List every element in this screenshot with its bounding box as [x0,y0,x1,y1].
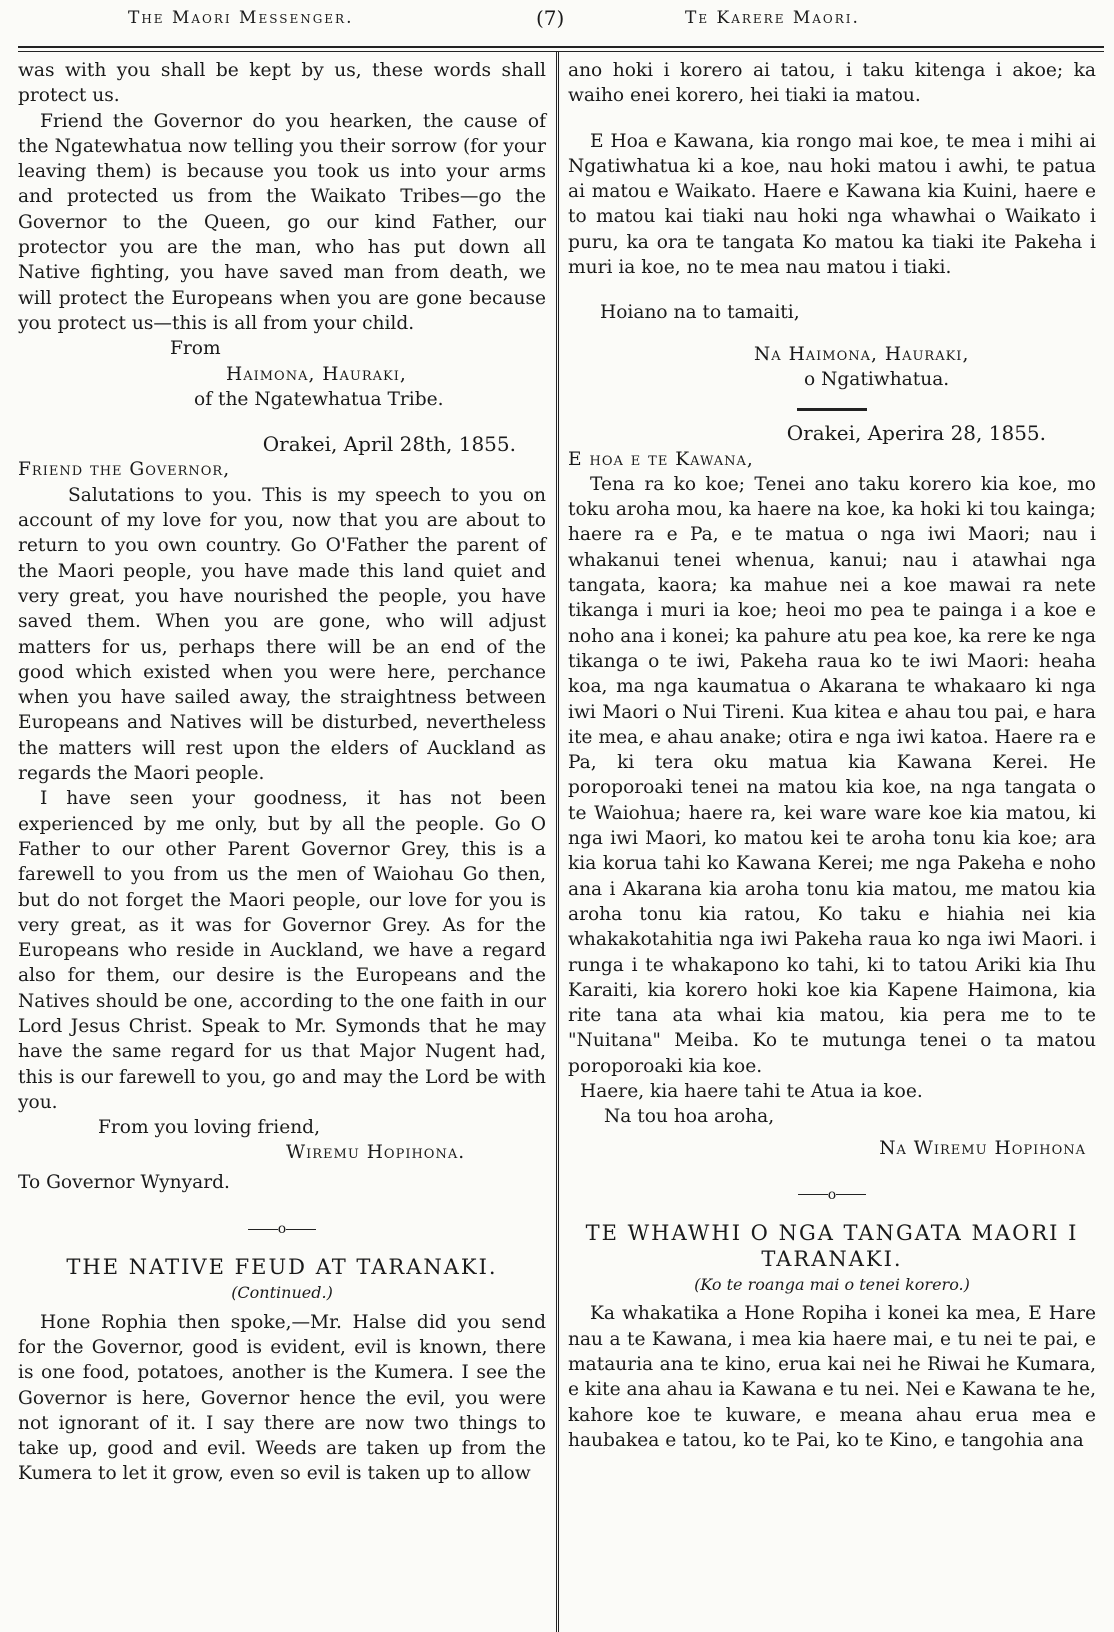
article-heading: THE NATIVE FEUD AT TARANAKI. [66,1255,498,1280]
letter1-body: Friend the Governor do you hearken, the cause of the Ngatewhatua now telling you their sorrow (for your leaving them) is because you took us into your arms and protected us from the Waikato Tribes—go the Governor to the Queen, go our kind Father, our protector you are the man, who has put down all Native fighting, you have saved man from death, we will protect the Europeans when you are gone because you protect us—this is all from your child. [18,110,546,334]
dateline: Orakei, Aperira 28, 1855. [786,421,1046,446]
addressee: To Governor Wynyard. [18,1171,230,1193]
article-subheading: (Ko te roanga mai o tenei korero.) [694,1275,970,1295]
letter1-fragment: ano hoki i korero ai tatou, i taku kitenga i akoe; ka waiho enei korero, hei tiaki ia matou. [568,60,1096,107]
letter2-body-cont: I have seen your goodness, it has not been experienced by me only, but by all the people. Go O Father to our other Parent Governor Grey, this is a farewell to you from us the men of Waiohau Go then, but do not forget the Maori people, our love for you is very great, as it was for Governor Grey. As for the Europeans who reside in Auckland, we have a regard also for them, our desire is the Europeans and the Natives should be one, according to the one faith in our Lord Jesus Christ. Speak to Mr. Symonds that he may have the same regard for us that Major Nugent had, this is our farewell to you, go and may the Lord be with you. [18,788,546,1113]
short-rule [797,408,867,411]
article-heading: TE WHAWHI O NGA TANGATA MAORI I TARANAKI. [585,1221,1079,1272]
signature-name: Wiremu Hopihona. [286,1142,466,1164]
article-body: Hone Rophia then spoke,—Mr. Halse did you send for the Governor, good is evident, evil is known, there is one food, potatoes, another is the Kumera. I see the Governor is here, Governor hence the evil, you were not ignorant of it. I say there are now two things to take up, good and evil. Weeds are taken up from the Kumera to let it grow, even so evil is taken up to allow [18,1311,546,1485]
page-header [0,0,1114,44]
header-rule [18,46,1104,48]
signature-from: From [170,338,221,360]
header-rule-thin [18,51,1104,52]
closing: Na tou hoa aroha, [604,1106,775,1128]
closing: Hoiano na to tamaiti, [600,302,800,324]
column-divider [556,52,559,1632]
signature-tribe: o Ngatiwhatua. [804,368,950,390]
salutation: Friend the Governor, [18,459,231,481]
letter1-body: E Hoa e Kawana, kia rongo mai koe, te mea i mihi ai Ngatiwhatua ki a koe, nau hoki matou i awhi, te patua ai matou e Waikato. Haere e Kawana kia Kuini, haere e to matou kai tiaki nau hoki nga whawhai o Waikato i puru, ka ora te tangata Ko matou ka tiaki ite Pakeha i muri ia koe, no te mea nau matou i tiaki. [568,130,1096,279]
signature-name: Na Haimona, Hauraki, [754,343,970,365]
letter2-body: Salutations to you. This is my speech to you on account of my love for you, now that you are about to return to you own country. Go O'Father the parent of the Maori people, you have made this land quiet and very great, you have nourished the people, you have saved them. When you are gone, who will adjust matters for us, perhaps there will be an end of the good which existed when you were here, perchance when you have sailed away, the straightness between Europeans and Natives will be disturbed, nevertheless the matters will rest upon the elders of Auckland as regards the Maori people. [18,484,546,785]
maori-column [568,58,1096,1453]
dateline: Orakei, April 28th, 1855. [262,432,516,457]
masthead-english: The Maori Messenger. [128,8,354,28]
salutation: E hoa e te Kawana, [568,448,754,470]
article-body: Ka whakatika a Hone Ropiha i konei ka mea, E Hare nau a te Kawana, i mea kia haere mai, e tu nei te pai, e matauria ana te kino, erua kai nei he Riwai he Kumara, e kite ana ahau ia Kawana e tu nei. Nei e Kawana te he, kahore koe te kuware, e meana ahau erua mea e haubakea e tatou, ko te Pai, ko te Kino, e tangohia ana [568,1303,1096,1451]
signature-name: Na Wiremu Hopihona [879,1137,1086,1159]
letter2-body: Tena ra ko koe; Tenei ano taku korero kia koe, mo toku aroha mou, ka haere na koe, ka hoki ki tou kainga; haere ra e Pa, e te matua o nga iwi Maori; nau i whakanui tenei whenua, kanui; nau i atawhai nga tangata, kaora; ka mahue nei a koe mawai ra nete tikanga i muri ia koe; heoi mo pea te painga i a koe e noho ana i konei; ka pahure atu pea koe, ka rere ke nga tikanga o te iwi, Pakeha raua ko te iwi Maori: heaha koa, ma nga kaumatua o Akarana te whakaaro ki nga iwi Maori o Nui Tireni. Kua kitea e ahau tou pai, e hara ite mea, e ahau anake; otira e nga iwi katoa. Haere ra e Pa, ki tera oku matua kia Kawana Kerei. He poroporoaki tenei na matou kia koe, na nga tangata o te Waiohua; haere ra, kei ware ware koe kia matou, ki nga iwi Maori, ko matou kei te aroha tonu kia koe; ara kia korua tahi ko Kawana Kerei; me nga Pakeha e noho ana i Akarana kia aroha tonu kia matou, me matou kia aroha tonu kia ratou, Ko taku e hiahia nei kia whakakotahitia nga iwi Pakeha raua ko nga iwi Maori. i runga i te whakapono ko tahi, ki to tatou Ariki kia Ihu Karaiti, kia korero hoki koe kia Kapene Haimona, kia rite tana ata whai kia matou, kia pera me to te "Nuitana" Meiba. Ko te mutunga tenei o ta matou poroporoaki kia koe. [568,473,1096,1077]
signature-name: Haimona, Hauraki, [226,363,407,385]
section-separator: o [568,1183,1096,1208]
farewell: Haere, kia haere tahi te Atua ia koe. [580,1080,923,1102]
letter1-fragment: was with you shall be kept by us, these words shall protect us. [18,60,546,107]
signature-tribe: of the Ngatewhatua Tribe. [194,388,444,410]
signature-from: From you loving friend, [98,1117,320,1139]
article-subheading: (Continued.) [231,1283,333,1303]
masthead-maori: Te Karere Maori. [685,8,860,28]
english-column [18,58,546,1487]
page-number: (7) [536,6,565,30]
section-separator: o [18,1217,546,1242]
